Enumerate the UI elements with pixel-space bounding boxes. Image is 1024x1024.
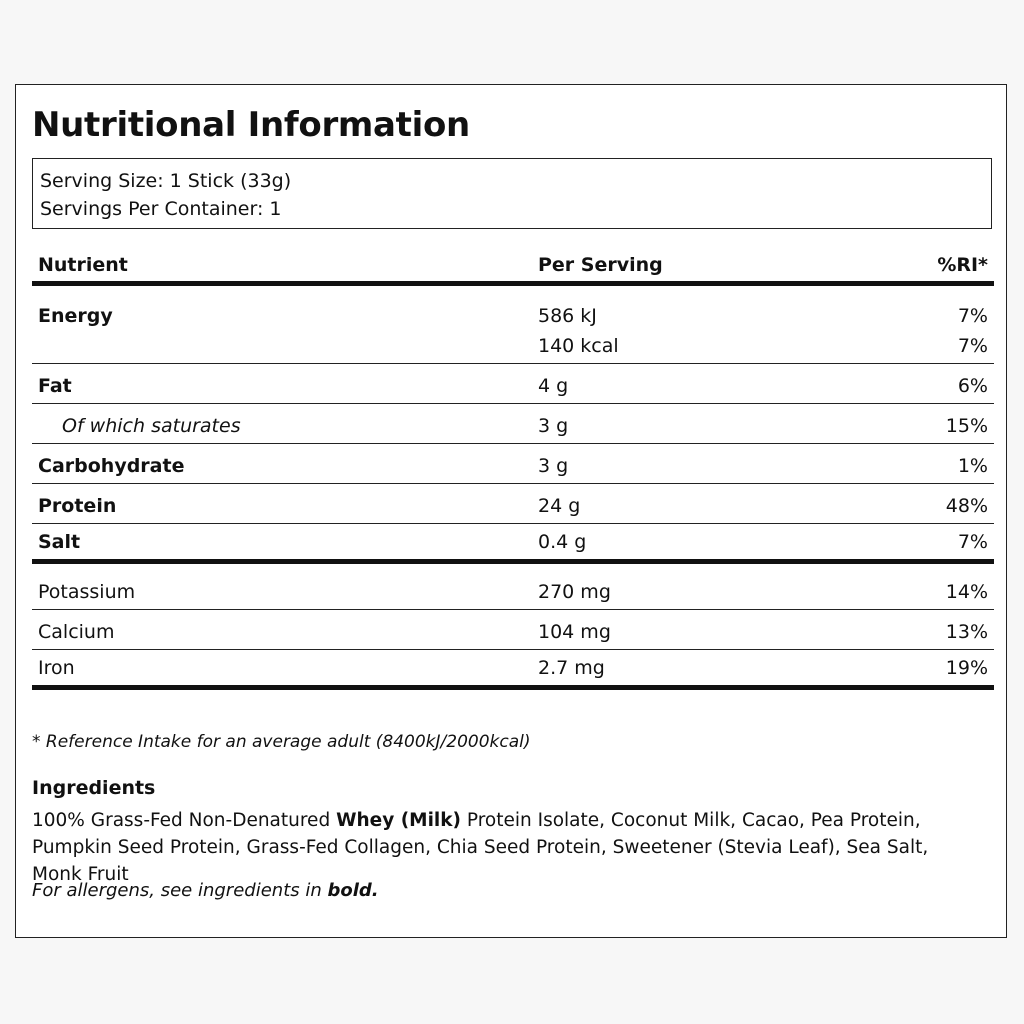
row-ri: 19% — [945, 657, 988, 679]
row-ri: 7% — [957, 305, 988, 327]
row-per-serving: 0.4 g — [538, 531, 587, 553]
row-ri: 14% — [945, 581, 988, 603]
row-nutrient: Potassium — [38, 581, 136, 603]
row-ri: 7% — [957, 531, 988, 553]
serving-size: Serving Size: 1 Stick (33g) — [40, 170, 292, 192]
allergen-text: For allergens, see ingredients in — [32, 880, 328, 901]
row-ri: 7% — [957, 335, 988, 357]
row-per-serving: 140 kcal — [538, 335, 619, 357]
header-ri: %RI* — [937, 254, 988, 276]
row-ri: 13% — [945, 621, 988, 643]
table-row-energy-kj — [32, 286, 994, 327]
row-nutrient: Carbohydrate — [38, 455, 185, 477]
allergen-bold-word: bold. — [327, 880, 379, 901]
row-nutrient: Energy — [38, 305, 113, 327]
row-per-serving: 2.7 mg — [538, 657, 605, 679]
row-nutrient: Fat — [38, 375, 72, 397]
row-nutrient: Iron — [38, 657, 75, 679]
row-per-serving: 4 g — [538, 375, 569, 397]
row-per-serving: 270 mg — [538, 581, 611, 603]
table-row-energy-kcal — [32, 324, 994, 364]
row-ri: 6% — [957, 375, 988, 397]
ingredients-text-before: 100% Grass-Fed Non-Denatured — [32, 810, 337, 831]
ingredients-allergen-bold: Whey (Milk) — [336, 810, 462, 831]
row-ri: 48% — [945, 495, 988, 517]
row-ri: 1% — [957, 455, 988, 477]
serving-info-box — [32, 158, 992, 229]
header-per-serving: Per Serving — [538, 254, 663, 276]
row-per-serving: 3 g — [538, 415, 569, 437]
row-nutrient: Protein — [38, 495, 117, 517]
table-row-calcium — [32, 610, 994, 650]
table-row-potassium — [32, 564, 994, 610]
row-per-serving: 24 g — [538, 495, 581, 517]
page-title: Nutritional Information — [32, 105, 470, 145]
table-row-protein — [32, 484, 994, 524]
ingredients-text-after: Protein Isolate, Coconut Milk, Cacao, Pea Protein, Pumpkin Seed Protein, Grass-Fed Collagen, Chia Seed Protein, Sweetener (Stevia Leaf), Sea Salt, Monk Fruit — [32, 810, 929, 885]
row-per-serving: 104 mg — [538, 621, 611, 643]
table-row-iron — [32, 650, 994, 690]
nutrition-table — [32, 232, 994, 690]
row-nutrient: Salt — [38, 531, 81, 553]
row-nutrient: Calcium — [38, 621, 115, 643]
row-per-serving: 3 g — [538, 455, 569, 477]
servings-per-container: Servings Per Container: 1 — [40, 198, 282, 220]
table-row-saturates — [32, 404, 994, 444]
reference-intake-footnote: * Reference Intake for an average adult (8400kJ/2000kcal) — [32, 732, 531, 752]
ingredients-list — [32, 807, 982, 888]
table-header-row — [32, 232, 994, 286]
table-row-fat — [32, 364, 994, 404]
row-per-serving: 586 kJ — [538, 305, 597, 327]
row-nutrient: Of which saturates — [62, 415, 241, 437]
nutrition-panel — [15, 84, 1007, 938]
ingredients-heading: Ingredients — [32, 777, 156, 799]
table-row-carbohydrate — [32, 444, 994, 484]
header-nutrient: Nutrient — [38, 254, 128, 276]
row-ri: 15% — [945, 415, 988, 437]
allergen-note — [32, 880, 379, 901]
table-row-salt — [32, 524, 994, 564]
